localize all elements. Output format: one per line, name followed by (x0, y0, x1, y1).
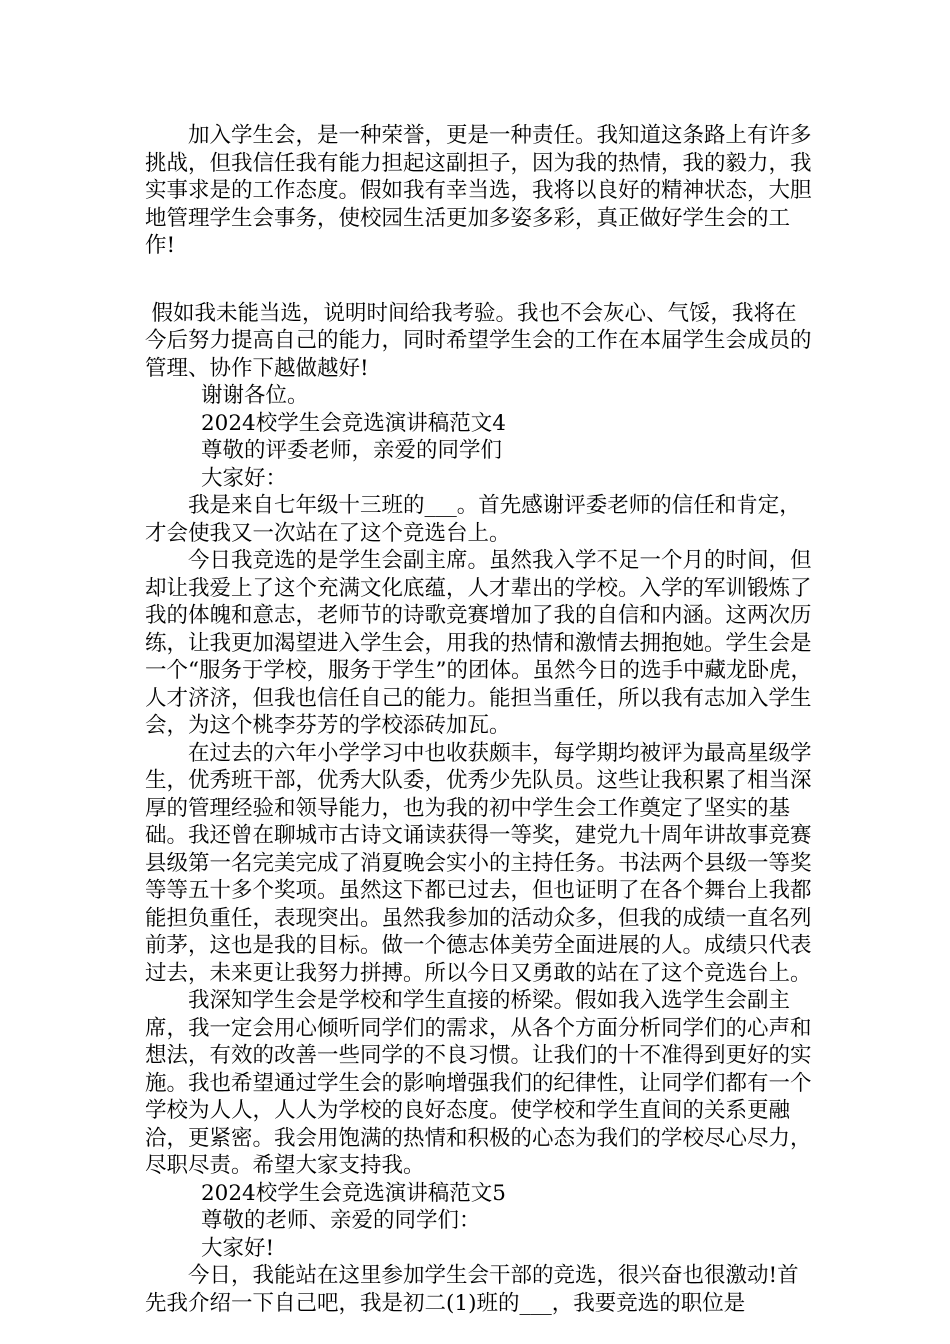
document-body (145, 122, 817, 1317)
paragraph: 在过去的六年小学学习中也收获颇丰，每学期均被评为最高星级学生，优秀班干部，优秀大队委，优秀少先队员。这些让我积累了相当深厚的管理经验和领导能力，也为我的初中学生会工作奠定了坚实的基础。我还曾在聊城市古诗文诵读获得一等奖，建党九十周年讲故事竞赛县级第一名完美完成了消夏晚会实小的主持任务。书法两个县级一等奖等等五十多个奖项。虽然这下都已过去，但也证明了在各个舞台上我都能担负重任，表现突出。虽然我参加的活动众多，但我的成绩一直名列前茅，这也是我的目标。做一个德志体美劳全面进展的人。成绩只代表过去，未来更让我努力拼搏。所以今日又勇敢的站在了这个竞选台上。 (145, 740, 812, 986)
salutation: 尊敬的评委老师，亲爱的同学们 (201, 438, 503, 463)
salutation: 尊敬的老师、亲爱的同学们： (201, 1208, 481, 1233)
greeting: 大家好! (201, 1235, 275, 1261)
paragraph: 假如我未能当选，说明时间给我考验。我也不会灰心、气馁，我将在今后努力提高自己的能力，同时希望学生会的工作在本届学生会成员的管理、协作下越做越好! (145, 300, 812, 381)
section-title: 2024校学生会竞选演讲稿范文4 (201, 410, 506, 436)
paragraph: 我是来自七年级十三班的___。首先感谢评委老师的信任和肯定，才会使我又一次站在了这个竞选台上。 (145, 493, 801, 546)
paragraph-gap (145, 260, 817, 300)
paragraph: 我深知学生会是学校和学生直接的桥梁。假如我入选学生会副主席，我一定会用心倾听同学们的需求，从各个方面分析同学们的心声和想法，有效的改善一些同学的不良习惯。让我们的十不准得到更好的实施。我也希望通过学生会的影响增强我们的纪律性，让同学们都有一个学校为人人，人人为学校的良好态度。使学校和学生直间的关系更融洽，更紧密。我会用饱满的热情和积极的心态为我们的学校尽心尽力，尽职尽责。希望大家支持我。 (145, 988, 812, 1178)
greeting: 大家好： (201, 465, 288, 491)
paragraph: 加入学生会，是一种荣誉，更是一种责任。我知道这条路上有许多挑战，但我信任我有能力担起这副担子，因为我的热情，我的毅力，我实事求是的工作态度。假如我有幸当选，我将以良好的精神状态，大胆地管理学生会事务，使校园生活更加多姿多彩，真正做好学生会的工作! (145, 123, 812, 258)
section-title: 2024校学生会竞选演讲稿范文5 (201, 1180, 506, 1206)
paragraph: 今日我竞选的是学生会副主席。虽然我入学不足一个月的时间，但却让我爱上了这个充满文化底蕴，人才辈出的学校。入学的军训锻炼了我的体魄和意志，老师节的诗歌竞赛增加了我的自信和内涵。这两次历练，让我更加渴望进入学生会，用我的热情和激情去拥抱她。学生会是一个“服务于学校，服务于学生”的团体。虽然今日的选手中藏龙卧虎，人才济济，但我也信任自己的能力。能担当重任，所以我有志加入学生会，为这个桃李芬芳的学校添砖加瓦。 (145, 548, 812, 738)
paragraph: 谢谢各位。 (201, 383, 309, 408)
paragraph: 今日，我能站在这里参加学生会干部的竞选，很兴奋也很激动!首先我介绍一下自己吧，我是初二(1)班的___，我要竞选的职位是 (145, 1263, 799, 1316)
